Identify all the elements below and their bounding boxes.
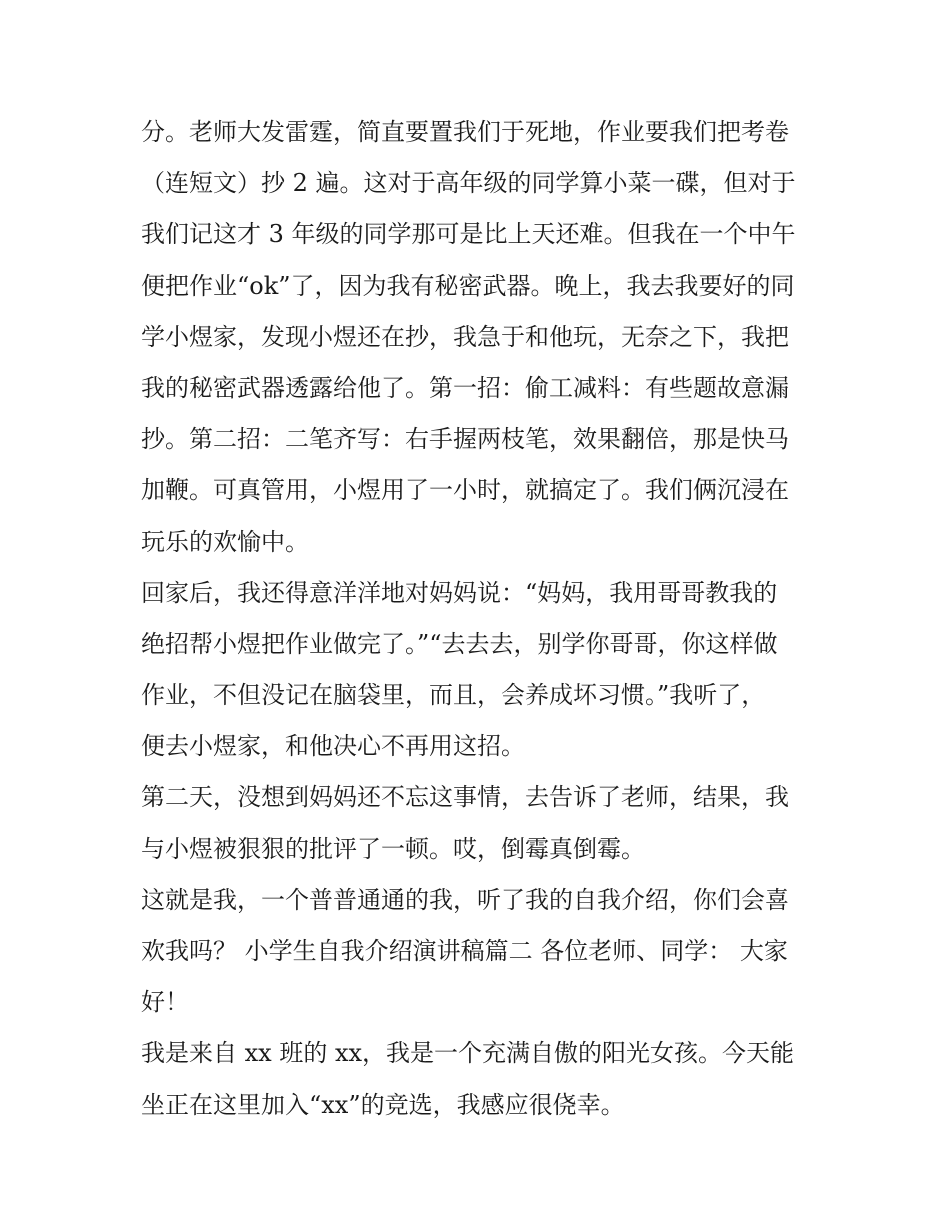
text-line: 便去小煜家，和他决心不再用这招。	[141, 732, 525, 761]
paragraph-5	[141, 1028, 813, 1130]
text-line: 坐正在这里加入“xx”的竞选，我感应很侥幸。	[141, 1090, 625, 1119]
text-line: 好！	[141, 988, 189, 1017]
text-line: 便把作业“ok”了，因为我有秘密武器。晚上，我去我要好的同	[141, 271, 795, 300]
text-line: 作业，不但没记在脑袋里，而且，会养成坏习惯。”我听了，	[141, 681, 766, 710]
document-body	[141, 107, 813, 1131]
paragraph-3	[141, 772, 813, 874]
text-line: 我们记这才 3 年级的同学那可是比上天还难。但我在一个中午	[141, 220, 796, 249]
text-line: 欢我吗？ 小学生自我介绍演讲稿篇二 各位老师、同学： 大家	[141, 937, 788, 965]
text-line: 抄。第二招：二笔齐写：右手握两枝笔，效果翻倍，那是快马	[141, 425, 789, 454]
text-line: 学小煜家，发现小煜还在抄，我急于和他玩，无奈之下，我把	[141, 322, 789, 351]
text-line: 这就是我，一个普普通通的我，听了我的自我介绍，你们会喜	[141, 885, 789, 914]
text-line: 加鞭。可真管用，小煜用了一小时，就搞定了。我们俩沉浸在	[141, 476, 789, 505]
text-line: 与小煜被狠狠的批评了一顿。哎，倒霉真倒霉。	[141, 834, 645, 863]
text-line: 分。老师大发雷霆，简直要置我们于死地，作业要我们把考卷	[141, 118, 789, 146]
text-line: （连短文）抄 2 遍。这对于高年级的同学算小菜一碟，但对于	[141, 169, 796, 198]
paragraph-1	[141, 107, 813, 568]
paragraph-4	[141, 875, 813, 1029]
text-line: 第二天，没想到妈妈还不忘这事情，去告诉了老师，结果，我	[141, 783, 789, 812]
text-line: 绝招帮小煜把作业做完了。”“去去去，别学你哥哥，你这样做	[141, 629, 778, 658]
text-line: 我的秘密武器透露给他了。第一招：偷工减料：有些题故意漏	[141, 373, 789, 402]
text-line: 玩乐的欢愉中。	[141, 527, 309, 556]
paragraph-2	[141, 568, 813, 773]
text-line: 我是来自 xx 班的 xx，我是一个充满自傲的阳光女孩。今天能	[141, 1039, 795, 1068]
text-line: 回家后，我还得意洋洋地对妈妈说：“妈妈，我用哥哥教我的	[141, 578, 778, 607]
